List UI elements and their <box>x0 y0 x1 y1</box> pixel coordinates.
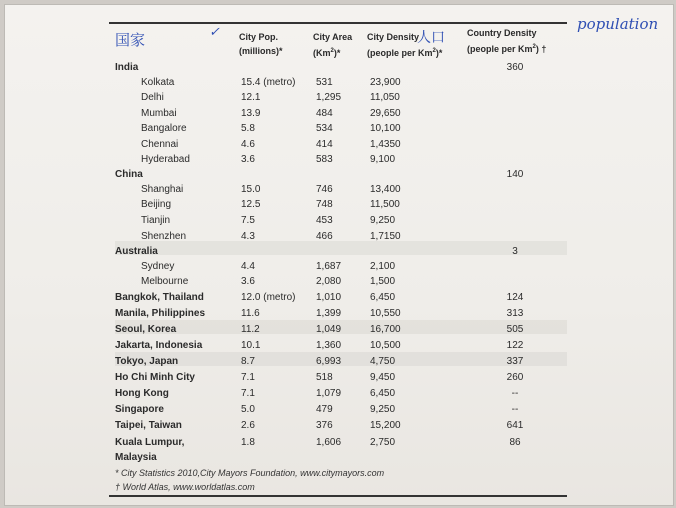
cell-city-density: 9,100 <box>370 154 396 165</box>
cell-city-area: 479 <box>316 404 333 415</box>
cell-city-pop: 5.0 <box>241 404 255 415</box>
cell-country-density: -- <box>511 404 519 415</box>
cell-city-area: 748 <box>316 199 333 210</box>
cell-city-area: 6,993 <box>316 356 342 367</box>
row-label-city: Chennai <box>141 139 179 150</box>
cell-city-density: 1,7150 <box>370 231 401 242</box>
row-label-city: Mumbai <box>141 108 177 119</box>
row-label-city: Tianjin <box>141 215 171 226</box>
cell-city-density: 10,550 <box>370 308 401 319</box>
cell-city-density: 9,450 <box>370 372 396 383</box>
cell-country-density: 260 <box>506 372 524 383</box>
top-rule <box>109 22 567 24</box>
cell-city-density: 1,500 <box>370 276 396 287</box>
cell-city-area: 414 <box>316 139 333 150</box>
header-country-density: Country Density (people per Km$^2$) † <box>467 28 547 54</box>
row-label-country: Malaysia <box>115 452 157 463</box>
cell-city-area: 1,399 <box>316 308 342 319</box>
row-label-city: Shanghai <box>141 184 184 195</box>
header-city-pop: City Pop. (millions)* <box>239 32 283 56</box>
cell-city-area: 1,010 <box>316 292 342 303</box>
cell-country-density: 3 <box>512 246 518 257</box>
cell-city-pop: 12.5 <box>241 199 261 210</box>
row-label-city: Kolkata <box>141 77 175 88</box>
row-label-country: Seoul, Korea <box>115 324 177 335</box>
cell-city-pop: 3.6 <box>241 154 255 165</box>
row-label-country: Taipei, Taiwan <box>115 420 182 431</box>
handwritten-country-note: 国家 <box>115 31 146 49</box>
row-label-country: Tokyo, Japan <box>115 356 179 367</box>
cell-city-density: 9,250 <box>370 404 396 415</box>
row-label-country: Bangkok, Thailand <box>115 292 204 303</box>
row-label-city: Shenzhen <box>141 231 187 242</box>
cell-city-pop: 1.8 <box>241 437 255 448</box>
row-label-city: Sydney <box>141 261 175 272</box>
cell-country-density: 641 <box>506 420 524 431</box>
cell-city-area: 1,079 <box>316 388 342 399</box>
cell-city-pop: 8.7 <box>241 356 255 367</box>
cell-city-pop: 13.9 <box>241 108 261 119</box>
cell-country-density: 337 <box>506 356 524 367</box>
cell-city-pop: 4.3 <box>241 231 255 242</box>
cell-city-density: 11,050 <box>370 92 400 103</box>
row-label-city: Hyderabad <box>141 154 190 165</box>
row-label-country: Singapore <box>115 404 164 415</box>
cell-city-area: 518 <box>316 372 333 383</box>
cell-city-area: 1,687 <box>316 261 342 272</box>
handwritten-population-chinese: 人口 <box>417 30 445 46</box>
cell-city-pop: 11.2 <box>241 324 260 335</box>
cell-city-density: 6,450 <box>370 292 396 303</box>
row-label-country: Australia <box>115 246 158 257</box>
row-label-country: China <box>115 169 143 180</box>
cell-city-pop: 4.4 <box>241 261 255 272</box>
cell-city-density: 9,250 <box>370 215 396 226</box>
book-page <box>4 4 674 506</box>
row-label-country: Kuala Lumpur, <box>115 437 185 448</box>
cell-city-density: 2,100 <box>370 261 396 272</box>
cell-city-pop: 12.0 (metro) <box>241 292 296 303</box>
header-city-area: City Area (Km$^2$)* <box>313 32 353 58</box>
cell-city-pop: 4.6 <box>241 139 255 150</box>
cell-city-area: 1,295 <box>316 92 342 103</box>
cell-country-density: 124 <box>506 292 524 303</box>
cell-city-area: 583 <box>316 154 333 165</box>
cell-city-density: 11,500 <box>370 199 400 210</box>
cell-city-density: 6,450 <box>370 388 396 399</box>
handwritten-population-english: population <box>577 15 659 33</box>
cell-country-density: 505 <box>506 324 524 335</box>
bottom-rule <box>109 495 567 497</box>
cell-city-density: 16,700 <box>370 324 401 335</box>
row-label-country: Hong Kong <box>115 388 169 399</box>
cell-city-pop: 10.1 <box>241 340 261 351</box>
cell-city-area: 746 <box>316 184 333 195</box>
cell-city-area: 466 <box>316 231 333 242</box>
cell-city-pop: 3.6 <box>241 276 255 287</box>
cell-city-area: 453 <box>316 215 333 226</box>
cell-city-pop: 15.4 (metro) <box>241 77 296 88</box>
row-label-city: Bangalore <box>141 123 187 134</box>
cell-city-pop: 7.5 <box>241 215 255 226</box>
footnote-world-atlas: † World Atlas, www.worldatlas.com <box>115 482 255 492</box>
cell-city-area: 484 <box>316 108 333 119</box>
cell-country-density: -- <box>511 388 519 399</box>
cell-country-density: 140 <box>506 169 524 180</box>
cell-city-density: 1,4350 <box>370 139 401 150</box>
cell-city-pop: 7.1 <box>241 372 255 383</box>
cell-city-density: 10,100 <box>370 123 401 134</box>
cell-city-density: 2,750 <box>370 437 396 448</box>
cell-city-density: 15,200 <box>370 420 401 431</box>
cell-city-area: 531 <box>316 77 333 88</box>
cell-city-area: 376 <box>316 420 333 431</box>
cell-city-area: 534 <box>316 123 333 134</box>
row-label-city: Melbourne <box>141 276 189 287</box>
cell-country-density: 313 <box>506 308 524 319</box>
row-label-country: India <box>115 62 139 73</box>
cell-city-pop: 11.6 <box>241 308 260 319</box>
cell-city-density: 10,500 <box>370 340 401 351</box>
cell-city-pop: 7.1 <box>241 388 255 399</box>
row-label-country: Ho Chi Minh City <box>115 372 195 383</box>
cell-city-pop: 2.6 <box>241 420 255 431</box>
cell-city-pop: 15.0 <box>241 184 261 195</box>
cell-city-density: 29,650 <box>370 108 401 119</box>
row-label-city: Delhi <box>141 92 164 103</box>
cell-city-pop: 5.8 <box>241 123 255 134</box>
row-label-country: Jakarta, Indonesia <box>115 340 203 351</box>
cell-city-area: 1,606 <box>316 437 342 448</box>
header-city-density: City Density (people per Km$^2$)* <box>367 32 443 58</box>
cell-city-area: 2,080 <box>316 276 342 287</box>
cell-city-area: 1,360 <box>316 340 342 351</box>
cell-country-density: 86 <box>509 437 521 448</box>
cell-country-density: 122 <box>506 340 524 351</box>
cell-city-density: 4,750 <box>370 356 396 367</box>
footnote-city-stats: * City Statistics 2010,City Mayors Foundation, www.citymayors.com <box>115 468 385 478</box>
cell-city-density: 13,400 <box>370 184 401 195</box>
row-label-city: Beijing <box>141 199 172 210</box>
cell-country-density: 360 <box>506 62 524 73</box>
cell-city-density: 23,900 <box>370 77 401 88</box>
handwritten-checkmark: ✓ <box>209 25 220 40</box>
cell-city-area: 1,049 <box>316 324 342 335</box>
row-label-country: Manila, Philippines <box>115 308 206 319</box>
cell-city-pop: 12.1 <box>241 92 261 103</box>
